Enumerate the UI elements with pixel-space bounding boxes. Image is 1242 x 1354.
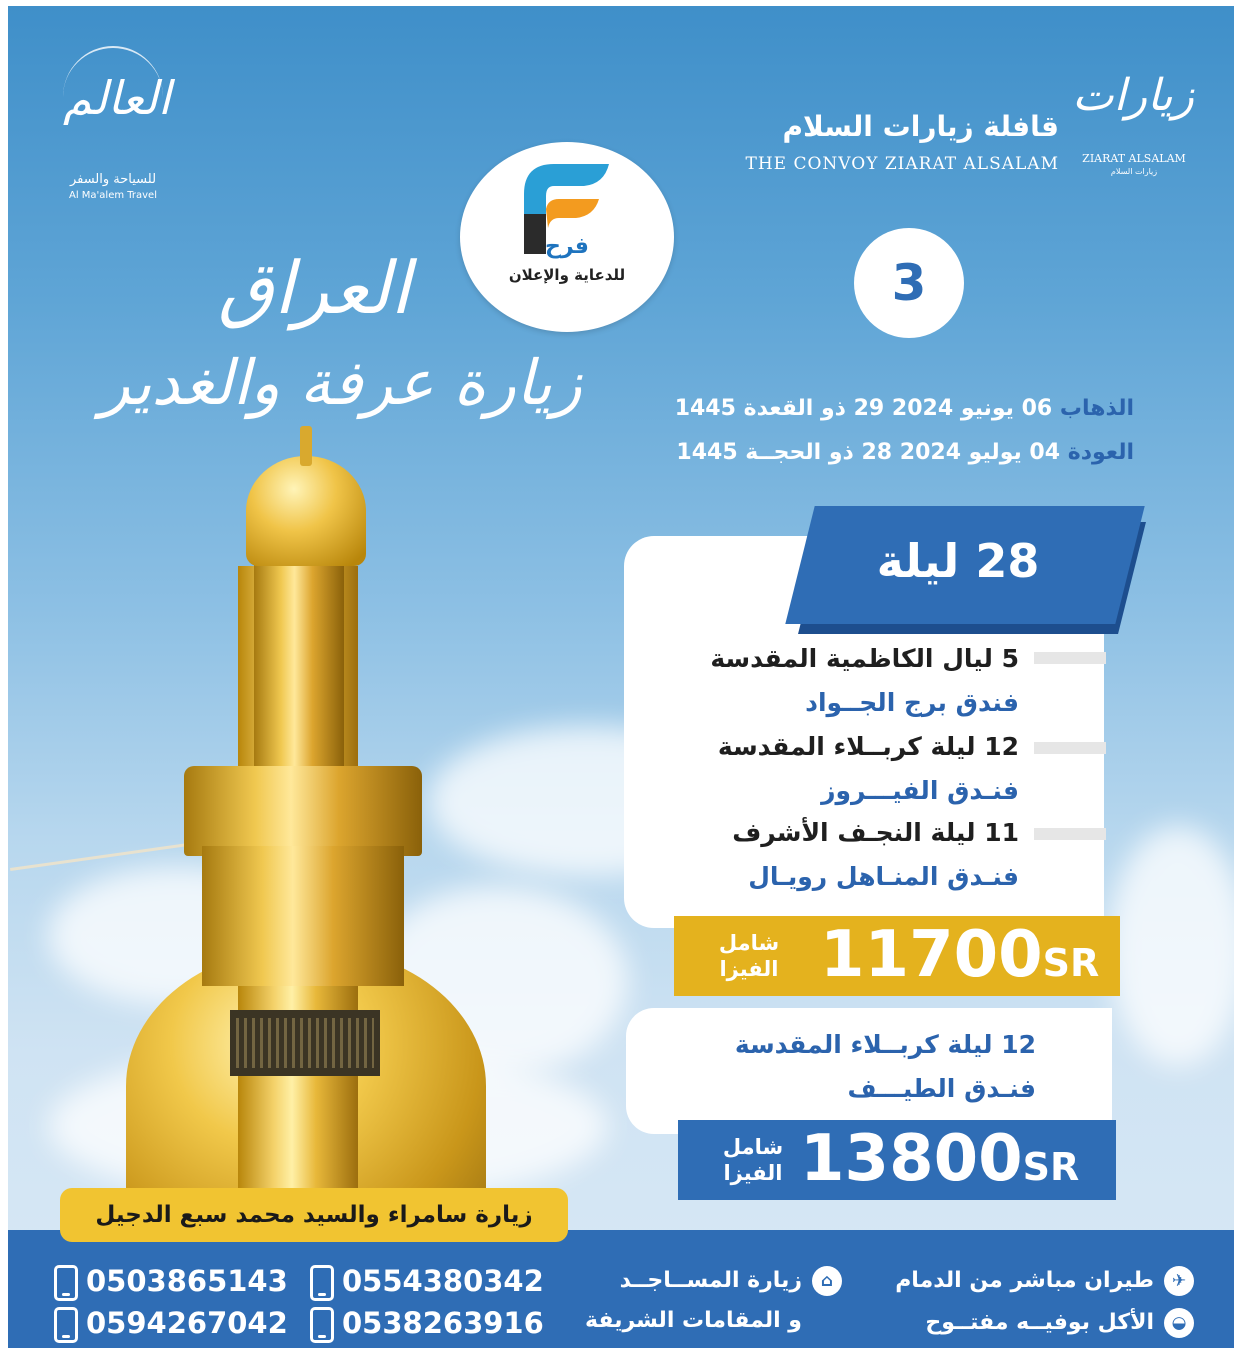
- nights-count: 28 ليلة: [876, 534, 1040, 588]
- feature-text: الأكل بوفيــه مفتــوح: [925, 1310, 1154, 1335]
- extra-visit-pill: زيارة سامراء والسيد محمد سبع الدجيل: [60, 1188, 568, 1242]
- farah-logo-name: فرح: [545, 234, 589, 259]
- convoy-title-ar: قافلة زيارات السلام: [782, 110, 1059, 143]
- departure-date: [675, 396, 1134, 421]
- phone-text: 0538263916: [342, 1306, 544, 1340]
- phone-text: 0554380342: [342, 1264, 544, 1298]
- package1-row: 12 ليلة كربــلاء المقدسة: [717, 732, 1019, 761]
- package1-row: فنـدق الفيـــروز: [821, 776, 1019, 805]
- poster: [8, 6, 1234, 1348]
- farah-advertising-logo: [460, 142, 674, 332]
- departure-label: الذهاب: [1059, 396, 1134, 421]
- package1-row: فندق برج الجــواد: [805, 688, 1019, 717]
- package1-row: فنـدق المنـاهل رويـال: [748, 862, 1019, 891]
- package1-row: 5 ليال الكاظمية المقدسة: [710, 644, 1019, 673]
- phone-number[interactable]: [310, 1306, 544, 1343]
- price-2-amount: 13800: [800, 1122, 1023, 1196]
- feature-shrines: [585, 1308, 802, 1333]
- price-1-currency: SR: [1042, 941, 1100, 985]
- phone-text: 0594267042: [86, 1306, 288, 1340]
- phone-icon: [310, 1265, 334, 1301]
- farah-logo-tagline: للدعاية والإعلان: [508, 266, 626, 284]
- ziarat-logo-ar: زيارات السلام: [1110, 167, 1158, 176]
- feature-text: و المقامات الشريفة: [585, 1308, 802, 1333]
- row-marker: [1034, 742, 1106, 754]
- mosque-icon: ⌂: [812, 1266, 842, 1296]
- package2-row: فنـدق الطيـــف: [847, 1074, 1036, 1103]
- headline-visit: زيارة عرفة والغدير: [100, 346, 582, 419]
- airplane-icon: ✈: [1164, 1266, 1194, 1296]
- phone-number[interactable]: [54, 1306, 288, 1343]
- price-2-includes: [708, 1134, 798, 1186]
- al-maalem-logo: [48, 46, 178, 226]
- phone-number[interactable]: [54, 1264, 288, 1301]
- price-1: [820, 918, 1099, 992]
- feature-buffet: [925, 1308, 1194, 1338]
- includes-line: شامل: [718, 931, 780, 955]
- package-card-2: [626, 1008, 1112, 1134]
- phone-text: 0503865143: [86, 1264, 288, 1298]
- al-maalem-logo-mark: العالم: [63, 46, 163, 148]
- minaret-collar: [202, 846, 404, 986]
- feature-text: طيران مباشر من الدمام: [895, 1268, 1154, 1293]
- includes-line: الفيزا: [723, 1161, 783, 1185]
- minaret-upper: [254, 546, 344, 776]
- al-maalem-logo-en: Al Ma'alem Travel: [68, 190, 157, 201]
- feature-flight: [895, 1266, 1194, 1296]
- price-bar-2: [678, 1120, 1116, 1200]
- package2-row: 12 ليلة كربــلاء المقدسة: [734, 1030, 1036, 1059]
- minaret-balcony: [184, 766, 422, 856]
- row-marker: [1034, 828, 1106, 840]
- package1-row: 11 ليلة النجـف الأشرف: [732, 818, 1019, 847]
- feature-mosques: [620, 1266, 842, 1296]
- price-1-amount: 11700: [820, 918, 1043, 992]
- headline-iraq: العراق: [218, 246, 411, 330]
- price-1-includes: [704, 930, 794, 982]
- minaret-inscription: [230, 1010, 380, 1076]
- phone-icon: [54, 1265, 78, 1301]
- departure-text: 06 يونيو 2024 29 ذو القعدة 1445: [674, 396, 1053, 421]
- ziarat-logo-en: ZIARAT ALSALAM: [1082, 152, 1186, 165]
- price-bar-1: [674, 916, 1120, 996]
- minaret-cupola: [246, 456, 366, 566]
- cloud: [1108, 826, 1234, 1066]
- phone-icon: [310, 1307, 334, 1343]
- includes-line: شامل: [722, 1135, 784, 1159]
- price-2-currency: SR: [1022, 1145, 1080, 1189]
- phone-icon: [54, 1307, 78, 1343]
- dish-icon: ◒: [1164, 1308, 1194, 1338]
- feature-text: زيارة المســاجــد: [619, 1268, 802, 1293]
- minaret-spire: [300, 426, 312, 466]
- includes-line: الفيزا: [719, 957, 779, 981]
- row-marker: [1034, 652, 1106, 664]
- footer-bar: [8, 1230, 1234, 1348]
- trip-number-badge: 3: [854, 228, 964, 338]
- return-date: [676, 440, 1134, 465]
- convoy-title-en: THE CONVOY ZIARAT ALSALAM: [745, 154, 1059, 174]
- price-2: [800, 1122, 1079, 1196]
- return-label: العودة: [1067, 440, 1134, 465]
- al-maalem-logo-ar: للسياحة والسفر: [69, 172, 157, 187]
- ziarat-alsalam-logo: [1074, 46, 1194, 176]
- phone-number[interactable]: [310, 1264, 544, 1301]
- return-text: 04 يوليو 2024 28 ذو الحجــة 1445: [676, 440, 1061, 465]
- ziarat-logo-mark: زيارات: [1072, 70, 1194, 121]
